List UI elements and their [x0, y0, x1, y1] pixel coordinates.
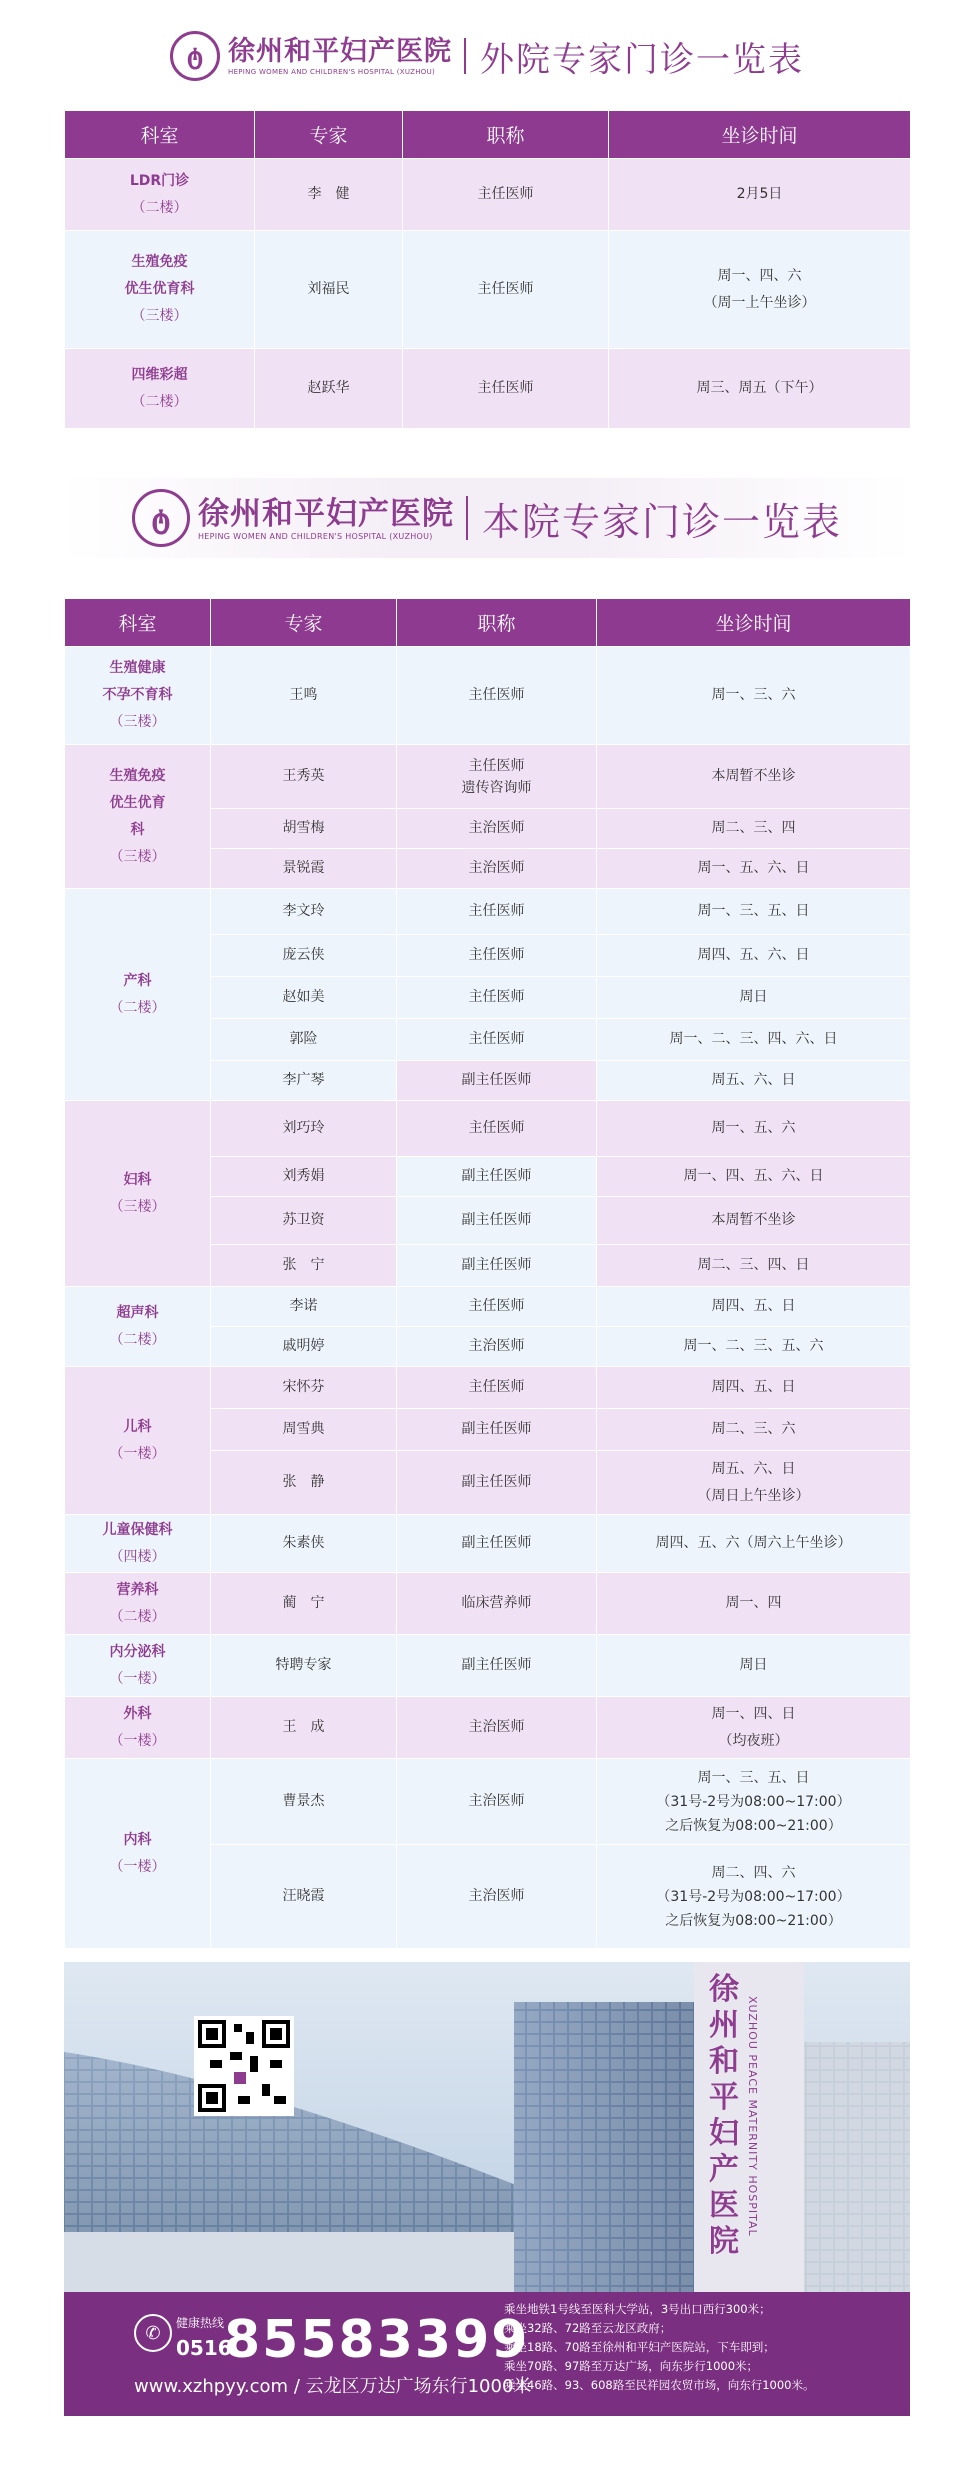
dept-cell: 内分泌科 （一楼） [65, 1635, 211, 1697]
expert-cell: 宋怀芬 [211, 1367, 397, 1409]
building-sign: 徐州和平妇产医院 [709, 1972, 739, 2259]
title-cell: 主任医师 [403, 159, 609, 231]
expert-cell: 王秀英 [211, 745, 397, 809]
expert-cell: 赵如美 [211, 977, 397, 1019]
title-cell: 主治医师 [397, 1759, 597, 1845]
expert-cell: 郭险 [211, 1019, 397, 1061]
dept-cell: 外科 （一楼） [65, 1697, 211, 1759]
time-cell: 周三、周五（下午） [609, 349, 911, 429]
external-banner [64, 24, 910, 88]
table-row [65, 1697, 911, 1759]
title-cell: 副主任医师 [397, 1451, 597, 1515]
title-cell: 主任医师 [397, 1019, 597, 1061]
time-cell: 周二、三、四、日 [597, 1245, 911, 1287]
hotline-number: 85583399 [224, 2310, 530, 2370]
time-cell: 周五、六、日 （周日上午坐诊） [597, 1451, 911, 1515]
route-item: 乘坐46路、93、608路至民祥园农贸市场，向东行1000米。 [504, 2378, 815, 2392]
expert-cell: 曹景杰 [211, 1759, 397, 1845]
building-illustration [64, 1962, 910, 2292]
phone-icon: ✆ [134, 2314, 172, 2352]
banner-divider [466, 496, 468, 540]
time-cell: 周五、六、日 [597, 1061, 911, 1101]
hospital-logo [170, 31, 452, 81]
time-cell: 周一、三、五、日 [597, 889, 911, 935]
table-row [65, 1515, 911, 1573]
website-link[interactable]: www.xzhpyy.com [134, 2376, 289, 2397]
hospital-building-photo [64, 1962, 910, 2416]
time-cell: 周二、三、四 [597, 809, 911, 849]
qr-code-icon [194, 2016, 294, 2116]
dept-cell: LDR门诊 （二楼） [65, 159, 255, 231]
title-cell: 主任医师 [403, 231, 609, 349]
expert-cell: 李文玲 [211, 889, 397, 935]
title-cell: 主任医师 [397, 889, 597, 935]
hospital-logo-icon: ტ [170, 31, 220, 81]
time-cell: 周四、五、六（周六上午坐诊） [597, 1515, 911, 1573]
route-item: 乘坐32路、72路至云龙区政府； [504, 2321, 672, 2335]
table-row [65, 1759, 911, 1845]
title-cell: 副主任医师 [397, 1061, 597, 1101]
expert-cell: 朱素侠 [211, 1515, 397, 1573]
route-item: 乘坐70路、97路至万达广场，向东步行1000米； [504, 2359, 759, 2373]
hospital-name-cn: 徐州和平妇产医院 [197, 495, 454, 532]
time-cell: 本周暂不坐诊 [597, 1197, 911, 1245]
expert-cell: 张 宁 [211, 1245, 397, 1287]
table-row [65, 1635, 911, 1697]
time-cell: 周一、二、三、五、六 [597, 1327, 911, 1367]
banner-divider [464, 38, 466, 74]
expert-cell: 特聘专家 [211, 1635, 397, 1697]
expert-cell: 苏卫资 [211, 1197, 397, 1245]
external-schedule-table [64, 110, 911, 429]
expert-cell: 王 成 [211, 1697, 397, 1759]
header-time: 坐诊时间 [609, 111, 911, 159]
transit-routes [504, 2300, 904, 2395]
table-header-row [65, 599, 911, 647]
title-cell: 主任医师 [397, 647, 597, 745]
time-cell: 周一、五、六、日 [597, 849, 911, 889]
dept-cell: 四维彩超 （二楼） [65, 349, 255, 429]
contact-band [64, 2292, 910, 2416]
title-cell: 主治医师 [397, 1697, 597, 1759]
title-cell: 主任医师 [397, 1101, 597, 1157]
expert-cell: 周雪典 [211, 1409, 397, 1451]
expert-cell: 王鸣 [211, 647, 397, 745]
title-cell: 主任医师 [397, 1287, 597, 1327]
table-header-row [65, 111, 911, 159]
table-row [65, 1101, 911, 1157]
time-cell: 周四、五、日 [597, 1367, 911, 1409]
time-cell: 周一、四、日 （均夜班） [597, 1697, 911, 1759]
expert-cell: 景锐霞 [211, 849, 397, 889]
title-cell: 主治医师 [397, 1327, 597, 1367]
expert-cell: 张 静 [211, 1451, 397, 1515]
time-cell: 周一、五、六 [597, 1101, 911, 1157]
time-cell: 周二、四、六 （31号-2号为08:00~17:00） 之后恢复为08:00~21:00） [597, 1845, 911, 1949]
time-cell: 周一、三、五、日 （31号-2号为08:00~17:00） 之后恢复为08:00~21:00） [597, 1759, 911, 1845]
hospital-name-en: HEPING WOMEN AND CHILDREN'S HOSPITAL (XUZHOU) [197, 531, 433, 541]
expert-cell: 李 健 [255, 159, 403, 231]
title-cell: 主任医师 遗传咨询师 [397, 745, 597, 809]
internal-title: 本院专家门诊一览表 [481, 499, 842, 544]
table-row [65, 349, 911, 429]
expert-cell: 汪晓霞 [211, 1845, 397, 1949]
title-cell: 临床营养师 [397, 1573, 597, 1635]
title-cell: 副主任医师 [397, 1409, 597, 1451]
dept-cell: 生殖免疫 优生优育 科 （三楼） [65, 745, 211, 889]
header-dept: 科室 [65, 111, 255, 159]
table-row [65, 159, 911, 231]
expert-cell: 刘秀娟 [211, 1157, 397, 1197]
title-cell: 主治医师 [397, 849, 597, 889]
route-item: 乘坐18路、70路至徐州和平妇产医院站，下车即到； [504, 2340, 775, 2354]
title-cell: 主任医师 [397, 1367, 597, 1409]
internal-schedule-table [64, 598, 911, 1949]
expert-cell: 李诺 [211, 1287, 397, 1327]
table-row [65, 1367, 911, 1409]
header-expert: 专家 [211, 599, 397, 647]
title-cell: 副主任医师 [397, 1157, 597, 1197]
external-title: 外院专家门诊一览表 [480, 39, 804, 80]
title-cell: 副主任医师 [397, 1515, 597, 1573]
title-cell: 主任医师 [397, 977, 597, 1019]
time-cell: 2月5日 [609, 159, 911, 231]
time-cell: 周一、四 [597, 1573, 911, 1635]
title-cell: 主任医师 [403, 349, 609, 429]
website-address-line: www.xzhpyy.com / 云龙区万达广场东行1000米 [134, 2376, 532, 2397]
area-code: 0516 [176, 2336, 232, 2360]
route-item: 乘坐地铁1号线至医科大学站，3号出口西行300米； [504, 2302, 771, 2316]
qr-code [194, 2016, 294, 2116]
table-row [65, 647, 911, 745]
title-cell: 主治医师 [397, 1845, 597, 1949]
time-cell: 周一、四、五、六、日 [597, 1157, 911, 1197]
expert-cell: 李广琴 [211, 1061, 397, 1101]
expert-cell: 刘巧玲 [211, 1101, 397, 1157]
dept-cell: 生殖免疫 优生优育科 （三楼） [65, 231, 255, 349]
header-title: 职称 [403, 111, 609, 159]
time-cell: 周四、五、日 [597, 1287, 911, 1327]
address-text: 云龙区万达广场东行1000米 [305, 2376, 532, 2397]
time-cell: 本周暂不坐诊 [597, 745, 911, 809]
hospital-name-cn: 徐州和平妇产医院 [228, 36, 452, 67]
table-row [65, 231, 911, 349]
table-row [65, 745, 911, 809]
header-title: 职称 [397, 599, 597, 647]
internal-banner [64, 478, 910, 558]
title-cell: 副主任医师 [397, 1245, 597, 1287]
title-cell: 副主任医师 [397, 1635, 597, 1697]
header-time: 坐诊时间 [597, 599, 911, 647]
dept-cell: 营养科 （二楼） [65, 1573, 211, 1635]
dept-cell: 产科 （二楼） [65, 889, 211, 1101]
dept-cell: 超声科 （二楼） [65, 1287, 211, 1367]
header-dept: 科室 [65, 599, 211, 647]
expert-cell: 庞云侠 [211, 935, 397, 977]
building-sign-en: XUZHOU PEACE MATERNITY HOSPITAL [746, 1996, 759, 2237]
table-row [65, 889, 911, 935]
title-cell: 主治医师 [397, 809, 597, 849]
title-cell: 副主任医师 [397, 1197, 597, 1245]
expert-cell: 蔺 宁 [211, 1573, 397, 1635]
time-cell: 周日 [597, 977, 911, 1019]
dept-cell: 内科 （一楼） [65, 1759, 211, 1949]
dept-cell: 生殖健康 不孕不育科 （三楼） [65, 647, 211, 745]
hotline-label: 健康热线 [176, 2316, 225, 2330]
dept-cell: 儿童保健科 （四楼） [65, 1515, 211, 1573]
expert-cell: 戚明婷 [211, 1327, 397, 1367]
expert-cell: 刘福民 [255, 231, 403, 349]
hospital-name-en: HEPING WOMEN AND CHILDREN'S HOSPITAL (XUZHOU) [228, 68, 436, 76]
time-cell: 周二、三、六 [597, 1409, 911, 1451]
time-cell: 周一、四、六 （周一上午坐诊） [609, 231, 911, 349]
hospital-logo-icon: ტ [132, 489, 190, 547]
title-cell: 主任医师 [397, 935, 597, 977]
time-cell: 周一、二、三、四、六、日 [597, 1019, 911, 1061]
table-row [65, 1573, 911, 1635]
hospital-logo [132, 489, 454, 547]
table-row [65, 1287, 911, 1327]
dept-cell: 儿科 （一楼） [65, 1367, 211, 1515]
time-cell: 周一、三、六 [597, 647, 911, 745]
time-cell: 周日 [597, 1635, 911, 1697]
header-expert: 专家 [255, 111, 403, 159]
time-cell: 周四、五、六、日 [597, 935, 911, 977]
expert-cell: 赵跃华 [255, 349, 403, 429]
dept-cell: 妇科 （三楼） [65, 1101, 211, 1287]
expert-cell: 胡雪梅 [211, 809, 397, 849]
